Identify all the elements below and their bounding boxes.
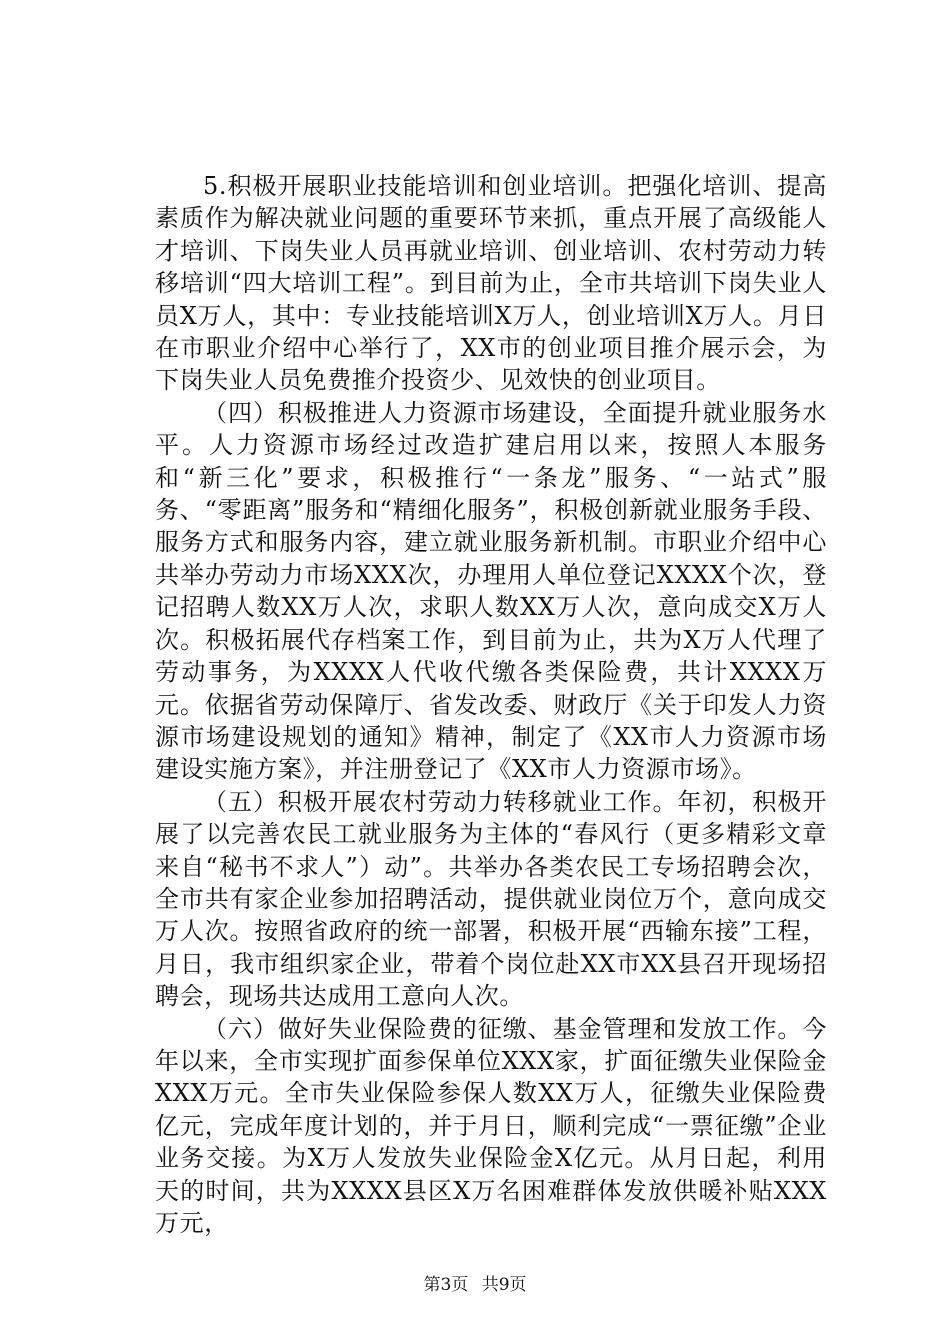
document-body — [155, 170, 827, 1239]
paragraph-hr-market: （四）积极推进人力资源市场建设，全面提升就业服务水平。人力资源市场经过改造扩建启用以来，按照人本服务和“新三化”要求，积极推行“一条龙”服务、“一站式”服务、“零距离”服务和“精细化服务”，积极创新就业服务手段、服务方式和服务内容，建立就业服务新机制。市职业介绍中心共举办劳动力市场XXX次，办理用人单位登记XXXX个次，登记招聘人数XX万人次，求职人数XX万人次，意向成交X万人次。积极拓展代存档案工作，到目前为止，共为X万人代理了劳动事务，为XXXX人代收代缴各类保险费，共计XXXX万元。依据省劳动保障厅、省发改委、财政厅《关于印发人力资源市场建设规划的通知》精神，制定了《XX市人力资源市场建设实施方案》，并注册登记了《XX市人力资源市场》。 — [155, 398, 827, 784]
paragraph-unemployment-insurance: （六）做好失业保险费的征缴、基金管理和发放工作。今年以来，全市实现扩面参保单位XXX家，扩面征缴失业保险金XXX万元。全市失业保险参保人数XX万人，征缴失业保险费亿元，完成年度计划的，并于月日，顺利完成“一票征缴”企业业务交接。为X万人发放失业保险金X亿元。从月日起，利用天的时间，共为XXXX县区X万名困难群体发放供暖补贴XXX万元， — [155, 1014, 827, 1237]
page-total: 共9页 — [481, 1275, 527, 1295]
paragraph-vocational-training: 5.积极开展职业技能培训和创业培训。把强化培训、提高素质作为解决就业问题的重要环节来抓，重点开展了高级能人才培训、下岗失业人员再就业培训、创业培训、农村劳动力转移培训“四大培训工程”。到目前为止，全市共培训下岗失业人员X万人，其中：专业技能培训X万人，创业培训X万人。月日在市职业介绍中心举行了，XX市的创业项目推介展示会，为下岗失业人员免费推介投资少、见效快的创业项目。 — [155, 172, 827, 395]
page-number: 第3页 — [423, 1275, 469, 1295]
page-footer — [0, 1270, 950, 1295]
paragraph-rural-labor: （五）积极开展农村劳动力转移就业工作。年初，积极开展了以完善农民工就业服务为主体的“春风行（更多精彩文章来自“秘书不求人”）动”。共举办各类农民工专场招聘会次，全市共有家企业参加招聘活动，提供就业岗位万个，意向成交万人次。按照省政府的统一部署，积极开展“西输东接”工程，月日，我市组织家企业，带着个岗位赴XX市XX县召开现场招聘会，现场共达成用工意向人次。 — [155, 787, 827, 1011]
